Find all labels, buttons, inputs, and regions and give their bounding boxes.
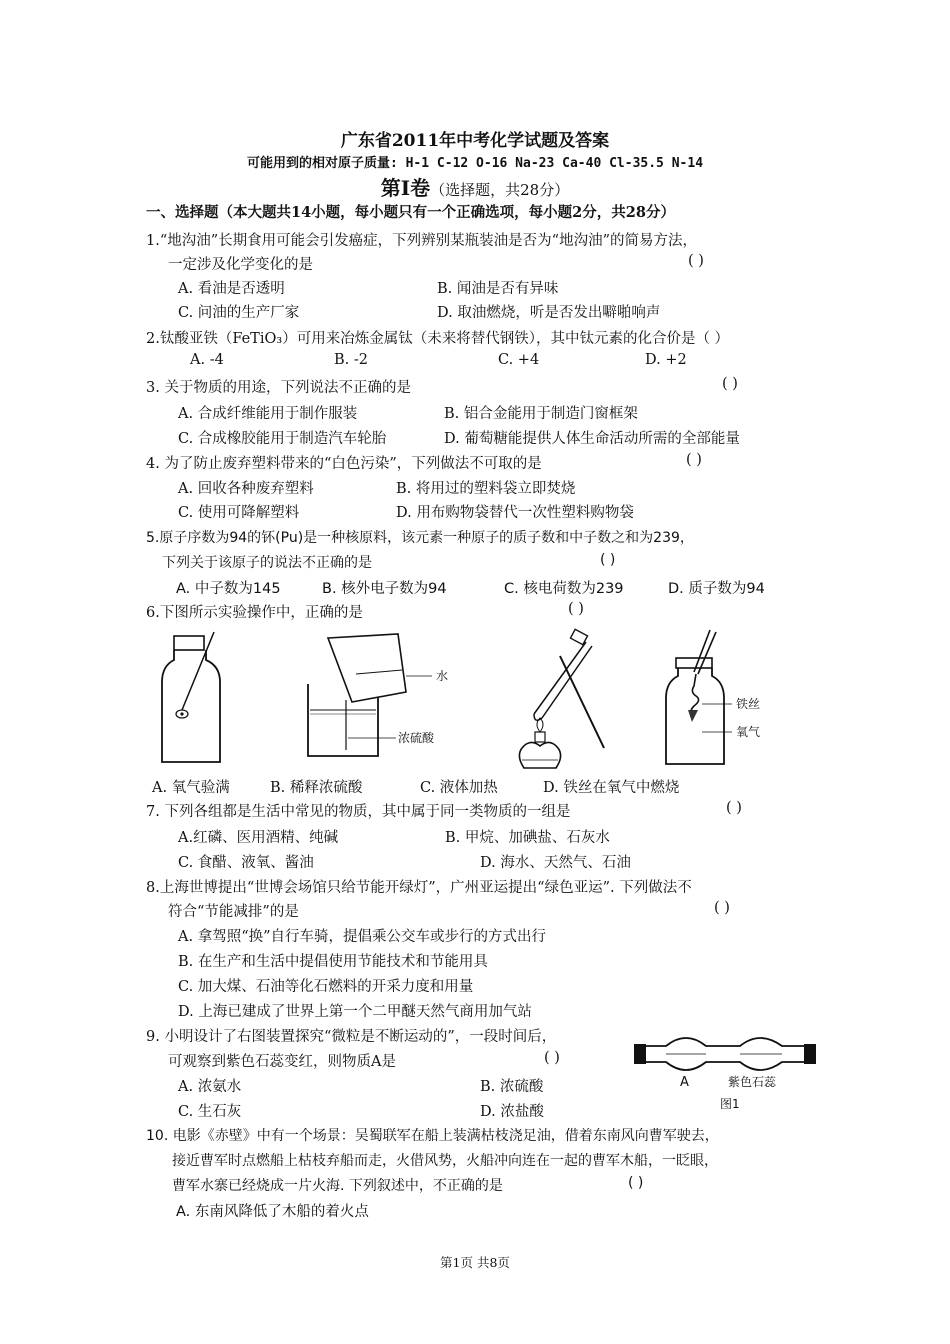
q8-stem-line1: 8.上海世博提出“世博会场馆只给节能开绿灯”，广州亚运提出“绿色亚运”. 下列做法不 — [146, 880, 692, 896]
q6-option-d: D. 铁丝在氧气中燃烧 — [543, 780, 680, 796]
q7-option-d: D. 海水、天然气、石油 — [480, 855, 631, 871]
q4-option-c: C. 使用可降解塑料 — [178, 505, 300, 521]
q1-answer-paren: ( ) — [688, 253, 704, 269]
q8-option-b: B. 在生产和生活中提倡使用节能技术和节能用具 — [178, 954, 488, 970]
q5-stem-line2: 下列关于该原子的说法不正确的是 — [162, 555, 372, 571]
q1-option-a: A. 看油是否透明 — [178, 281, 285, 297]
q9-stem-line2: 可观察到紫色石蕊变红，则物质A是 — [168, 1054, 396, 1070]
q2-option-c: C. +4 — [498, 352, 540, 368]
label-conc-acid: 浓硫酸 — [398, 731, 435, 745]
volume-header — [0, 172, 950, 201]
q10-stem-line3: 曹军水寨已经烧成一片火海. 下列叙述中，不正确的是 — [172, 1178, 503, 1194]
q4-option-b: B. 将用过的塑料袋立即焚烧 — [396, 481, 576, 497]
atomic-masses: 可能用到的相对原子质量: H-1 C-12 O-16 Na-23 Ca-40 Cl-35.5 N-14 — [246, 156, 704, 171]
q3-option-d: D. 葡萄糖能提供人体生命活动所需的全部能量 — [444, 431, 740, 447]
q8-option-c: C. 加大煤、石油等化石燃料的开采力度和用量 — [178, 979, 474, 995]
page-footer: 第1页 共8页 — [440, 1255, 510, 1270]
q9-option-b: B. 浓硫酸 — [480, 1079, 544, 1095]
figure-heat-liquid — [500, 628, 620, 772]
q7-stem: 7. 下列各组都是生活中常见的物质，其中属于同一类物质的一组是 — [146, 804, 571, 820]
q5-option-a: A. 中子数为145 — [176, 581, 281, 597]
q2-option-d: D. +2 — [645, 352, 687, 368]
q2-option-a: A. -4 — [190, 352, 224, 368]
q4-option-d: D. 用布购物袋替代一次性塑料购物袋 — [396, 505, 634, 521]
q5-option-c: C. 核电荷数为239 — [504, 581, 624, 597]
q10-stem-line1: 10. 电影《赤壁》中有一个场景：吴蜀联军在船上装满枯枝浇足油，借着东南风向曹军驶去， — [146, 1128, 719, 1144]
figure-diffusion-tube — [630, 1030, 826, 1114]
q7-option-c: C. 食醋、液氧、酱油 — [178, 855, 314, 871]
q8-answer-paren: ( ) — [714, 900, 730, 916]
q8-option-a: A. 拿驾照“换”自行车骑，提倡乘公交车或步行的方式出行 — [178, 929, 547, 945]
q1-stem-line1: 1.“地沟油”长期食用可能会引发癌症，下列辨别某瓶装油是否为“地沟油”的简易方法， — [146, 233, 697, 249]
q5-option-b: B. 核外电子数为94 — [322, 581, 447, 597]
q6-stem: 6.下图所示实验操作中，正确的是 — [146, 605, 363, 621]
q1-option-c: C. 问油的生产厂家 — [178, 305, 300, 321]
figure-iron-in-oxygen — [662, 626, 802, 772]
q3-option-c: C. 合成橡胶能用于制造汽车轮胎 — [178, 431, 387, 447]
q5-option-d: D. 质子数为94 — [668, 581, 765, 597]
q3-option-a: A. 合成纤维能用于制作服装 — [178, 406, 358, 422]
q9-option-a: A. 浓氨水 — [178, 1079, 242, 1095]
q7-option-b: B. 甲烷、加碘盐、石灰水 — [445, 830, 610, 846]
figure-oxygen-test — [160, 630, 230, 770]
q9-option-c: C. 生石灰 — [178, 1104, 242, 1120]
q4-answer-paren: ( ) — [686, 452, 702, 468]
q6-answer-paren: ( ) — [568, 601, 584, 617]
q1-option-d: D. 取油燃烧，听是否发出噼啪响声 — [437, 305, 661, 321]
q1-option-b: B. 闻油是否有异味 — [437, 281, 559, 297]
q10-answer-paren: ( ) — [628, 1175, 644, 1191]
q3-answer-paren: ( ) — [722, 376, 738, 392]
q3-stem: 3. 关于物质的用途，下列说法不正确的是 — [146, 380, 411, 396]
fig-label-litmus: 紫色石蕊 — [728, 1075, 777, 1089]
section-heading: 一、选择题（本大题共14小题，每小题只有一个正确选项，每小题2分，共28分） — [146, 204, 675, 221]
q2-stem: 2.钛酸亚铁（FeTiO₃）可用来冶炼金属钛（未来将替代钢铁），其中钛元素的化合价是（ ） — [146, 331, 730, 347]
q8-stem-line2: 符合“节能减排”的是 — [168, 904, 299, 920]
q10-stem-line2: 接近曹军时点燃船上枯枝弃船而走，火借风势，火船冲向连在一起的曹军木船，一眨眼， — [172, 1153, 718, 1169]
q4-stem: 4. 为了防止废弃塑料带来的“白色污染”，下列做法不可取的是 — [146, 456, 542, 472]
label-oxygen: 氧气 — [736, 725, 761, 739]
q8-option-d: D. 上海已建成了世界上第一个二甲醚天然气商用加气站 — [178, 1004, 532, 1020]
q6-option-a: A. 氧气验满 — [152, 780, 230, 796]
label-water: 水 — [436, 669, 449, 683]
q6-option-b: B. 稀释浓硫酸 — [270, 780, 363, 796]
q7-answer-paren: ( ) — [726, 800, 742, 816]
page-title: 广东省2011年中考化学试题及答案 — [340, 131, 610, 151]
q10-option-a: A. 东南风降低了木船的着火点 — [176, 1204, 369, 1220]
volume-note: （选择题，共28分） — [430, 181, 570, 199]
q5-answer-paren: ( ) — [600, 552, 616, 568]
q7-option-a: A.红磷、医用酒精、纯碱 — [178, 830, 339, 846]
q9-answer-paren: ( ) — [544, 1050, 560, 1066]
fig-caption: 图1 — [720, 1097, 740, 1111]
q9-option-d: D. 浓盐酸 — [480, 1104, 544, 1120]
q6-option-c: C. 液体加热 — [420, 780, 498, 796]
q1-stem-line2: 一定涉及化学变化的是 — [168, 257, 313, 273]
fig-label-a: A — [680, 1075, 689, 1090]
q5-stem-line1: 5.原子序数为94的钚(Pu)是一种核原料，该元素一种原子的质子数和中子数之和为239， — [146, 530, 694, 546]
volume-title: 第Ⅰ卷 — [380, 176, 431, 200]
label-iron-wire: 铁丝 — [736, 697, 761, 711]
q4-option-a: A. 回收各种废弃塑料 — [178, 481, 314, 497]
q3-option-b: B. 铝合金能用于制造门窗框架 — [444, 406, 638, 422]
q9-stem-line1: 9. 小明设计了右图装置探究“微粒是不断运动的”，一段时间后， — [146, 1029, 557, 1045]
q2-option-b: B. -2 — [334, 352, 368, 368]
figure-dilute-acid — [302, 630, 482, 770]
